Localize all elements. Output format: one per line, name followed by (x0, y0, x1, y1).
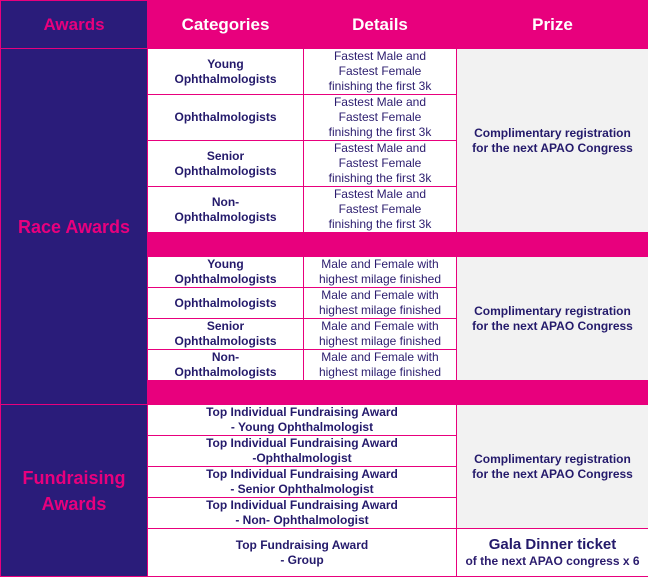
spacer-cell (304, 381, 457, 405)
details-cell: Male and Female with highest milage finished (304, 257, 457, 288)
category-cell: Non- Ophthalmologists (148, 187, 304, 233)
category-cell: Ophthalmologists (148, 95, 304, 141)
category-cell: Senior Ophthalmologists (148, 319, 304, 350)
details-cell: Male and Female with highest milage finished (304, 350, 457, 381)
details-cell: Fastest Male and Fastest Female finishing the first 3k (304, 141, 457, 187)
fundraising-awards-label: Fundraising Awards (1, 405, 148, 577)
race-awards-label: Race Awards (1, 49, 148, 405)
gala-prize-title: Gala Dinner ticket (461, 536, 644, 554)
spacer-cell (304, 233, 457, 257)
table-row (1, 405, 648, 436)
details-cell: Fastest Male and Fastest Female finishing the first 3k (304, 49, 457, 95)
details-cell: Fastest Male and Fastest Female finishing the first 3k (304, 187, 457, 233)
category-cell: Non- Ophthalmologists (148, 350, 304, 381)
spacer-cell (148, 381, 304, 405)
details-cell: Fastest Male and Fastest Female finishing the first 3k (304, 95, 457, 141)
category-cell: Top Individual Fundraising Award - Young Ophthalmologist (148, 405, 457, 436)
category-cell: Top Fundraising Award - Group (148, 529, 457, 577)
category-cell: Senior Ophthalmologists (148, 141, 304, 187)
header-awards: Awards (1, 1, 148, 49)
category-cell: Top Individual Fundraising Award - Non- Ophthalmologist (148, 498, 457, 529)
category-cell: Top Individual Fundraising Award -Ophthalmologist (148, 436, 457, 467)
category-cell: Young Ophthalmologists (148, 257, 304, 288)
table-row (1, 49, 648, 95)
category-cell: Young Ophthalmologists (148, 49, 304, 95)
details-cell: Male and Female with highest milage finished (304, 319, 457, 350)
prize-cell: Complimentary registration for the next APAO Congress (457, 49, 648, 233)
header-details: Details (304, 1, 457, 49)
category-cell: Ophthalmologists (148, 288, 304, 319)
details-cell: Male and Female with highest milage finished (304, 288, 457, 319)
header-categories: Categories (148, 1, 304, 49)
prize-cell: Complimentary registration for the next APAO Congress (457, 257, 648, 381)
header-row (1, 1, 648, 49)
gala-prize-cell (457, 529, 648, 577)
header-prize: Prize (457, 1, 648, 49)
spacer-cell (457, 381, 648, 405)
prize-cell: Complimentary registration for the next APAO Congress (457, 405, 648, 529)
category-cell: Top Individual Fundraising Award - Senior Ophthalmologist (148, 467, 457, 498)
gala-prize-subtitle: of the next APAO congress x 6 (461, 554, 644, 569)
spacer-cell (457, 233, 648, 257)
spacer-cell (148, 233, 304, 257)
